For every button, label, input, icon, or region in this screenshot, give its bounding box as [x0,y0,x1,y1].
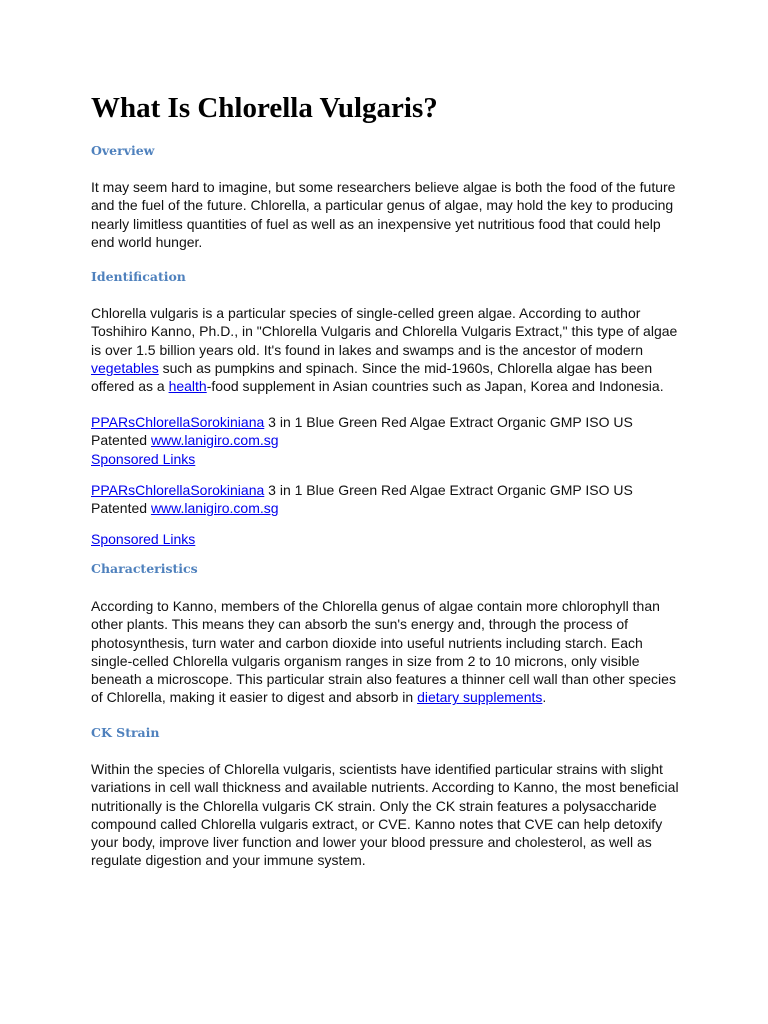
paragraph-line: end world hunger. [91,233,203,250]
ad-title-link[interactable]: PPARsChlorellaSorokiniana [91,414,265,430]
paragraph-overview [91,178,681,251]
ad-url-link[interactable]: www.lanigiro.com.sg [150,500,279,517]
paragraph-line: other plants. This means they can absorb the sun's energy and, through the process of [91,616,629,633]
ad-line [91,530,681,548]
paragraph-line: compound called Chlorella vulgaris extract, or CVE. Kanno notes that CVE can help detoxify [91,815,663,832]
paragraph-line: variations in cell wall thickness and available nutrients. According to Kanno, the most beneficial [91,779,679,796]
paragraph-text: . [542,689,547,706]
sponsored-ad-2 [91,481,681,518]
paragraph-line: According to Kanno, members of the Chlorella genus of algae contain more chlorophyll than [91,598,660,614]
paragraph-line: is over 1.5 billion years old. It's found in lakes and swamps and is the ancestor of modern [91,341,644,358]
paragraph-line: Chlorella vulgaris is a particular species of single-celled green algae. According to author [91,305,641,321]
heading-overview: Overview [91,143,155,158]
paragraph-line [91,688,681,706]
paragraph-ck-strain [91,760,681,870]
paragraph-line: and the fuel of the future. Chlorella, a particular genus of algae, may hold the key to producing [91,197,674,214]
paragraph-identification [91,304,681,395]
paragraph-line: photosynthesis, turn water and carbon dioxide into useful nutrients including starch. Each [91,634,643,651]
paragraph-line: beneath a microscope. This particular strain also features a thinner cell wall than other species [91,671,676,688]
paragraph-line [91,359,681,377]
ad-line [91,481,681,499]
paragraph-text: -food supplement in Asian countries such as Japan, Korea and Indonesia. [206,378,664,395]
paragraph-line: nutritionally is the Chlorella vulgaris CK strain. Only the CK strain features a polysaccharide [91,797,657,814]
ad-text: 3 in 1 Blue Green Red Algae Extract Organic GMP ISO US [264,482,633,498]
ad-line [91,413,681,431]
heading-ck-strain: CK Strain [91,725,160,740]
ad-line [91,450,681,468]
sponsored-ad-1 [91,413,681,468]
paragraph-characteristics [91,597,681,707]
paragraph-line: It may seem hard to imagine, but some researchers believe algae is both the food of the future [91,179,676,195]
heading-characteristics: Characteristics [91,561,198,576]
paragraph-text: of Chlorella, making it easier to digest and absorb in [91,689,418,706]
sponsored-links-block [91,530,681,548]
paragraph-line: your body, improve liver function and lower your blood pressure and cholesterol, as well as [91,834,652,851]
paragraph-text: such as pumpkins and spinach. Since the mid-1960s, Chlorella algae has been [158,359,653,376]
dietary-supplements-link[interactable]: dietary supplements [417,689,543,706]
health-link[interactable]: health [168,378,207,395]
ad-url-link[interactable]: www.lanigiro.com.sg [150,432,279,449]
paragraph-line: Toshihiro Kanno, Ph.D., in "Chlorella Vulgaris and Chlorella Vulgaris Extract," this type of algae [91,323,678,340]
ad-text: 3 in 1 Blue Green Red Algae Extract Organic GMP ISO US [264,414,633,430]
vegetables-link[interactable]: vegetables [91,359,159,376]
sponsored-links-link[interactable]: Sponsored Links [91,531,196,547]
ad-patented-text: Patented [91,432,151,449]
ad-patented-text: Patented [91,500,151,517]
heading-identification: Identification [91,269,186,284]
paragraph-line: Within the species of Chlorella vulgaris, scientists have identified particular strains with slight [91,761,663,777]
paragraph-line: single-celled Chlorella vulgaris organism ranges in size from 2 to 10 microns, only visible [91,652,640,669]
paragraph-text: offered as a [91,378,169,395]
sponsored-links-link[interactable]: Sponsored Links [91,450,196,467]
paragraph-line: nearly limitless quantities of fuel as well as an inexpensive yet nutritious food that could help [91,215,661,232]
ad-line [91,499,681,517]
ad-title-link[interactable]: PPARsChlorellaSorokiniana [91,482,265,498]
page-title: What Is Chlorella Vulgaris? [91,92,438,124]
paragraph-line [91,377,681,395]
paragraph-line: regulate digestion and your immune system. [91,852,366,869]
ad-line [91,431,681,449]
